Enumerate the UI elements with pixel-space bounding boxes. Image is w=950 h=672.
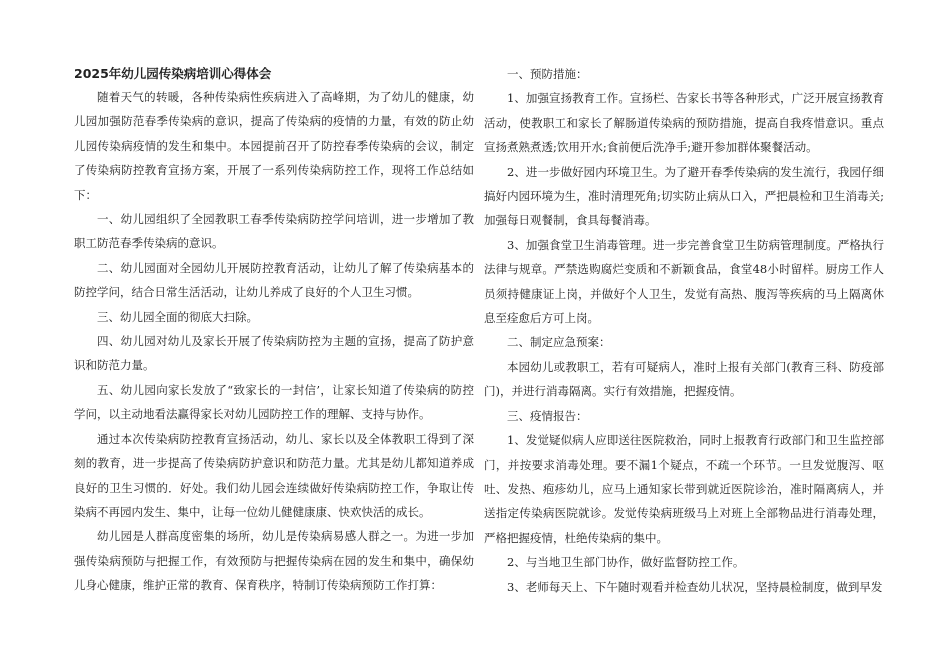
right-column bbox=[484, 62, 884, 599]
paragraph-plan-intro: 幼儿园是人群高度密集的场所，幼儿是传染病易感人群之一。为进一步加强传染病预防与把握工作，有效预防与把握传染病在园的发生和集中，确保幼儿身心健康，维护正常的教育、保育秩序，特制订传染病预防工作打算： bbox=[74, 529, 474, 593]
paragraph-prevention-2: 2、进一步做好园内环境卫生。为了避开春季传染病的发生流行，我园仔细搞好内园环境为生，准时清理死角;切实防止病从口入，严把晨检和卫生消毒关;加强每日观餐制，食具每餐消毒。 bbox=[484, 164, 884, 228]
section-heading-prevention: 一、预防措施： bbox=[507, 67, 588, 81]
paragraph-report-1: 1、发觉疑似病人应即送往医院救治，同时上报教育行政部门和卫生监控部门，并按要求消毒处理。要不漏1个疑点，不疏一个环节。一旦发觉腹泻、呕吐、发热、疱疹幼儿，应马上通知家长带到就近医院诊治，准时隔离病人，并送指定传染病医院就诊。发觉传染病班级马上对班上全部物品进行消毒处理，严格把握疫情，杜绝传染病的集中。 bbox=[484, 433, 884, 545]
paragraph-intro: 随着天气的转暖，各种传染病性疾病进入了高峰期，为了幼儿的健康，幼儿园加强防范春季传染病的意识，提高了传染病的疫情的力量，有效的防止幼儿园传染病疫情的发生和集中。本园提前召开了防控春季传染病的会议，制定了传染病防控教育宣扬方案，开展了一系列传染病防控工作，现将工作总结如下： bbox=[74, 90, 474, 202]
paragraph-item-2: 二、幼儿园面对全园幼儿开展防控教育活动，让幼儿了解了传染病基本的防控学问，结合日常生活活动，让幼儿养成了良好的个人卫生习惯。 bbox=[74, 260, 474, 300]
left-column bbox=[74, 62, 474, 598]
paragraph-item-1: 一、幼儿园组织了全园教职工春季传染病防控学问培训，进一步增加了教职工防范春季传染病的意识。 bbox=[74, 212, 474, 251]
section-heading-report: 三、疫情报告： bbox=[507, 408, 588, 423]
paragraph-item-4: 四、幼儿园对幼儿及家长开展了传染病防控为主题的宣扬，提高了防护意识和防范力量。 bbox=[74, 334, 474, 373]
paragraph-item-5: 五、幼儿园向家长发放了“致家长的一封信’，让家长知道了传染病的防控学问，以主动地看法赢得家长对幼儿园防控工作的理解、支持与协作。 bbox=[74, 382, 474, 422]
paragraph-summary: 通过本次传染病防控教育宣扬活动，幼儿、家长以及全体教职工得到了深刻的教育，进一步提高了传染病防护意识和防范力量。尤其是幼儿都知道养成良好的卫生习惯的．好处。我们幼儿园会连续做好传染病防控工作，争取让传染病不再园内发生、集中，让每一位幼儿健健康康、快欢快活的成长。 bbox=[74, 431, 474, 519]
paragraph-emergency: 本园幼儿或教职工，若有可疑病人，准时上报有关部门(教育三科、防疫部门)，并进行消毒隔离。实行有效措施，把握疫情。 bbox=[484, 359, 884, 399]
paragraph-item-3: 三、幼儿园全面的彻底大扫除。 bbox=[97, 309, 258, 324]
paragraph-prevention-3: 3、加强食堂卫生消毒管理。进一步完善食堂卫生防病管理制度。严格执行法律与规章。严禁选购腐烂变质和不新颖食品，食堂48小时留样。厨房工作人员须持健康证上岗，并做好个人卫生，发觉有高热、腹泻等疾病的马上隔离休息至痊愈后方可上岗。 bbox=[484, 237, 884, 326]
document-title: 2025年幼儿园传染病培训心得体会 bbox=[74, 66, 272, 81]
section-heading-emergency: 二、制定应急预案： bbox=[507, 335, 611, 350]
paragraph-report-2: 2、与当地卫生部门协作，做好监督防控工作。 bbox=[507, 555, 745, 570]
paragraph-prevention-1: 1、加强宣扬教育工作。宣扬栏、告家长书等各种形式，广泛开展宣扬教育活动，使教职工和家长了解肠道传染病的预防措施，提高自我疼惜意识。重点宣扬煮熟煮透;饮用开水;食前便后洗净手;避开参加群体聚餐活动。 bbox=[484, 91, 884, 155]
paragraph-report-3: 3、老师每天上、下午随时观看并检查幼儿状况，坚持晨检制度，做到早发 bbox=[507, 579, 883, 594]
